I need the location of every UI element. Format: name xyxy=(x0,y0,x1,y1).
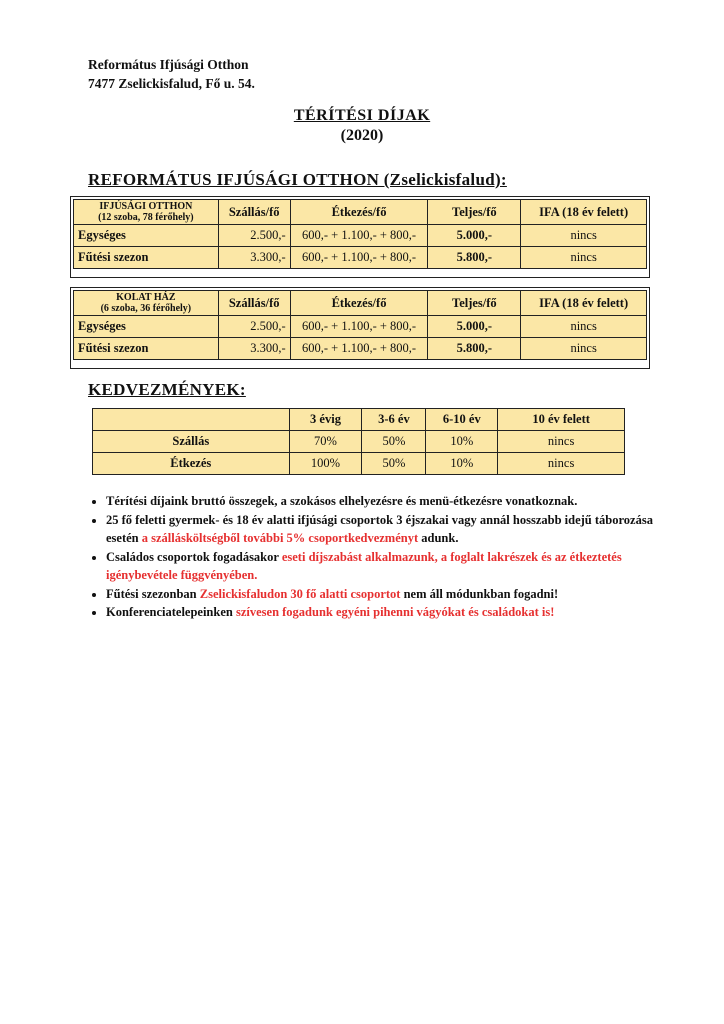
col-age: 3 évig xyxy=(289,409,362,431)
table-header-row xyxy=(74,291,647,316)
letterhead xyxy=(88,55,255,93)
house-name: IFJÚSÁGI OTTHON xyxy=(99,201,193,212)
note-text: nem áll módunkban fogadni! xyxy=(400,586,559,601)
note-text: adunk. xyxy=(418,531,459,545)
house-name-cell xyxy=(74,200,219,225)
house-name: KOLAT HÁZ xyxy=(116,292,176,303)
discount-value: 10% xyxy=(426,453,498,475)
title-main: TÉRÍTÉSI DÍJAK xyxy=(293,107,431,124)
cell-etkezes: 600,- + 1.100,- + 800,- xyxy=(290,247,428,269)
note-text: 25 fő feletti gyermek- és 18 év alatti ifjúsági csoportok 3 éjszakai vagy annál hosszabb idejű táborozása esetén xyxy=(106,512,653,545)
discount-value: 70% xyxy=(289,431,362,453)
note-item xyxy=(106,585,676,604)
col-age: 6-10 év xyxy=(426,409,498,431)
cell-ifa: nincs xyxy=(521,247,647,269)
table-header-row xyxy=(93,409,625,431)
org-address: 7477 Zselickisfalud, Fő u. 54. xyxy=(88,76,255,91)
discount-value: nincs xyxy=(498,431,625,453)
note-highlight: szívesen fogadunk egyéni pihenni vágyókat és családokat is! xyxy=(235,605,555,619)
cell-ifa: nincs xyxy=(521,338,647,360)
note-text: Konferenciatelepeinken xyxy=(106,605,236,619)
cell-szallas: 3.300,- xyxy=(218,247,290,269)
table-row xyxy=(93,431,625,453)
table-row xyxy=(74,225,647,247)
table-header-row xyxy=(74,200,647,225)
price-table-otthon xyxy=(73,199,647,269)
org-name: Református Ifjúsági Otthon xyxy=(88,57,249,72)
col-ifa: IFA (18 év felett) xyxy=(521,291,647,316)
note-text: Térítési díjaink bruttó összegek, a szokásos elhelyezésre és menü-étkezésre vonatkoznak. xyxy=(106,494,578,508)
col-teljes: Teljes/fő xyxy=(428,200,521,225)
cell-teljes: 5.800,- xyxy=(428,338,521,360)
note-item xyxy=(106,603,676,622)
notes-list xyxy=(88,492,676,622)
cell-etkezes: 600,- + 1.100,- + 800,- xyxy=(290,338,428,360)
note-highlight: eseti díjszabást alkalmazunk, a foglalt lakrészek és az étkeztetés igénybevétele függvényében. xyxy=(106,549,622,582)
note-item xyxy=(106,492,676,511)
section-title-kedvezmenyek: KEDVEZMÉNYEK: xyxy=(88,380,246,399)
discount-value: 50% xyxy=(362,431,426,453)
note-text: Családos csoportok fogadásakor xyxy=(106,549,282,564)
col-etkezes: Étkezés/fő xyxy=(290,291,428,316)
cell-szallas: 3.300,- xyxy=(218,338,290,360)
row-label: Szállás xyxy=(93,431,290,453)
row-label: Fűtési szezon xyxy=(74,338,219,360)
cell-teljes: 5.800,- xyxy=(428,247,521,269)
cell-etkezes: 600,- + 1.100,- + 800,- xyxy=(290,225,428,247)
col-age: 3-6 év xyxy=(362,409,426,431)
title-year: (2020) xyxy=(340,127,384,144)
cell-etkezes: 600,- + 1.100,- + 800,- xyxy=(290,316,428,338)
note-item xyxy=(106,548,676,585)
cell-szallas: 2.500,- xyxy=(218,225,290,247)
discount-value: 10% xyxy=(426,431,498,453)
note-highlight: Zselickisfaludon 30 fő alatti csoportot xyxy=(199,586,401,601)
discount-value: 50% xyxy=(362,453,426,475)
row-label: Egységes xyxy=(74,225,219,247)
cell-teljes: 5.000,- xyxy=(428,316,521,338)
row-label: Fűtési szezon xyxy=(74,247,219,269)
row-label: Étkezés xyxy=(93,453,290,475)
col-teljes: Teljes/fő xyxy=(428,291,521,316)
col-etkezes: Étkezés/fő xyxy=(290,200,428,225)
discount-corner-cell xyxy=(93,409,290,431)
col-age: 10 év felett xyxy=(498,409,625,431)
page-title xyxy=(0,106,724,146)
note-text: Fűtési szezonban xyxy=(106,586,200,601)
col-szallas: Szállás/fő xyxy=(218,291,290,316)
note-item xyxy=(106,511,676,548)
cell-teljes: 5.000,- xyxy=(428,225,521,247)
price-table-kolat xyxy=(73,290,647,360)
cell-ifa: nincs xyxy=(521,225,647,247)
cell-szallas: 2.500,- xyxy=(218,316,290,338)
discount-table xyxy=(92,408,625,475)
table-row xyxy=(74,338,647,360)
table-row xyxy=(74,247,647,269)
discount-value: 100% xyxy=(289,453,362,475)
discount-value: nincs xyxy=(498,453,625,475)
table-row xyxy=(74,316,647,338)
house-info: (6 szoba, 36 férőhely) xyxy=(100,303,192,314)
cell-ifa: nincs xyxy=(521,316,647,338)
table-row xyxy=(93,453,625,475)
section-title-otthon: REFORMÁTUS IFJÚSÁGI OTTHON (Zselickisfalud): xyxy=(88,170,507,189)
note-highlight: a szállásköltségből további 5% csoportkedvezményt xyxy=(141,531,419,545)
house-name-cell xyxy=(74,291,219,316)
col-szallas: Szállás/fő xyxy=(218,200,290,225)
col-ifa: IFA (18 év felett) xyxy=(521,200,647,225)
row-label: Egységes xyxy=(74,316,219,338)
house-info: (12 szoba, 78 férőhely) xyxy=(98,212,194,223)
